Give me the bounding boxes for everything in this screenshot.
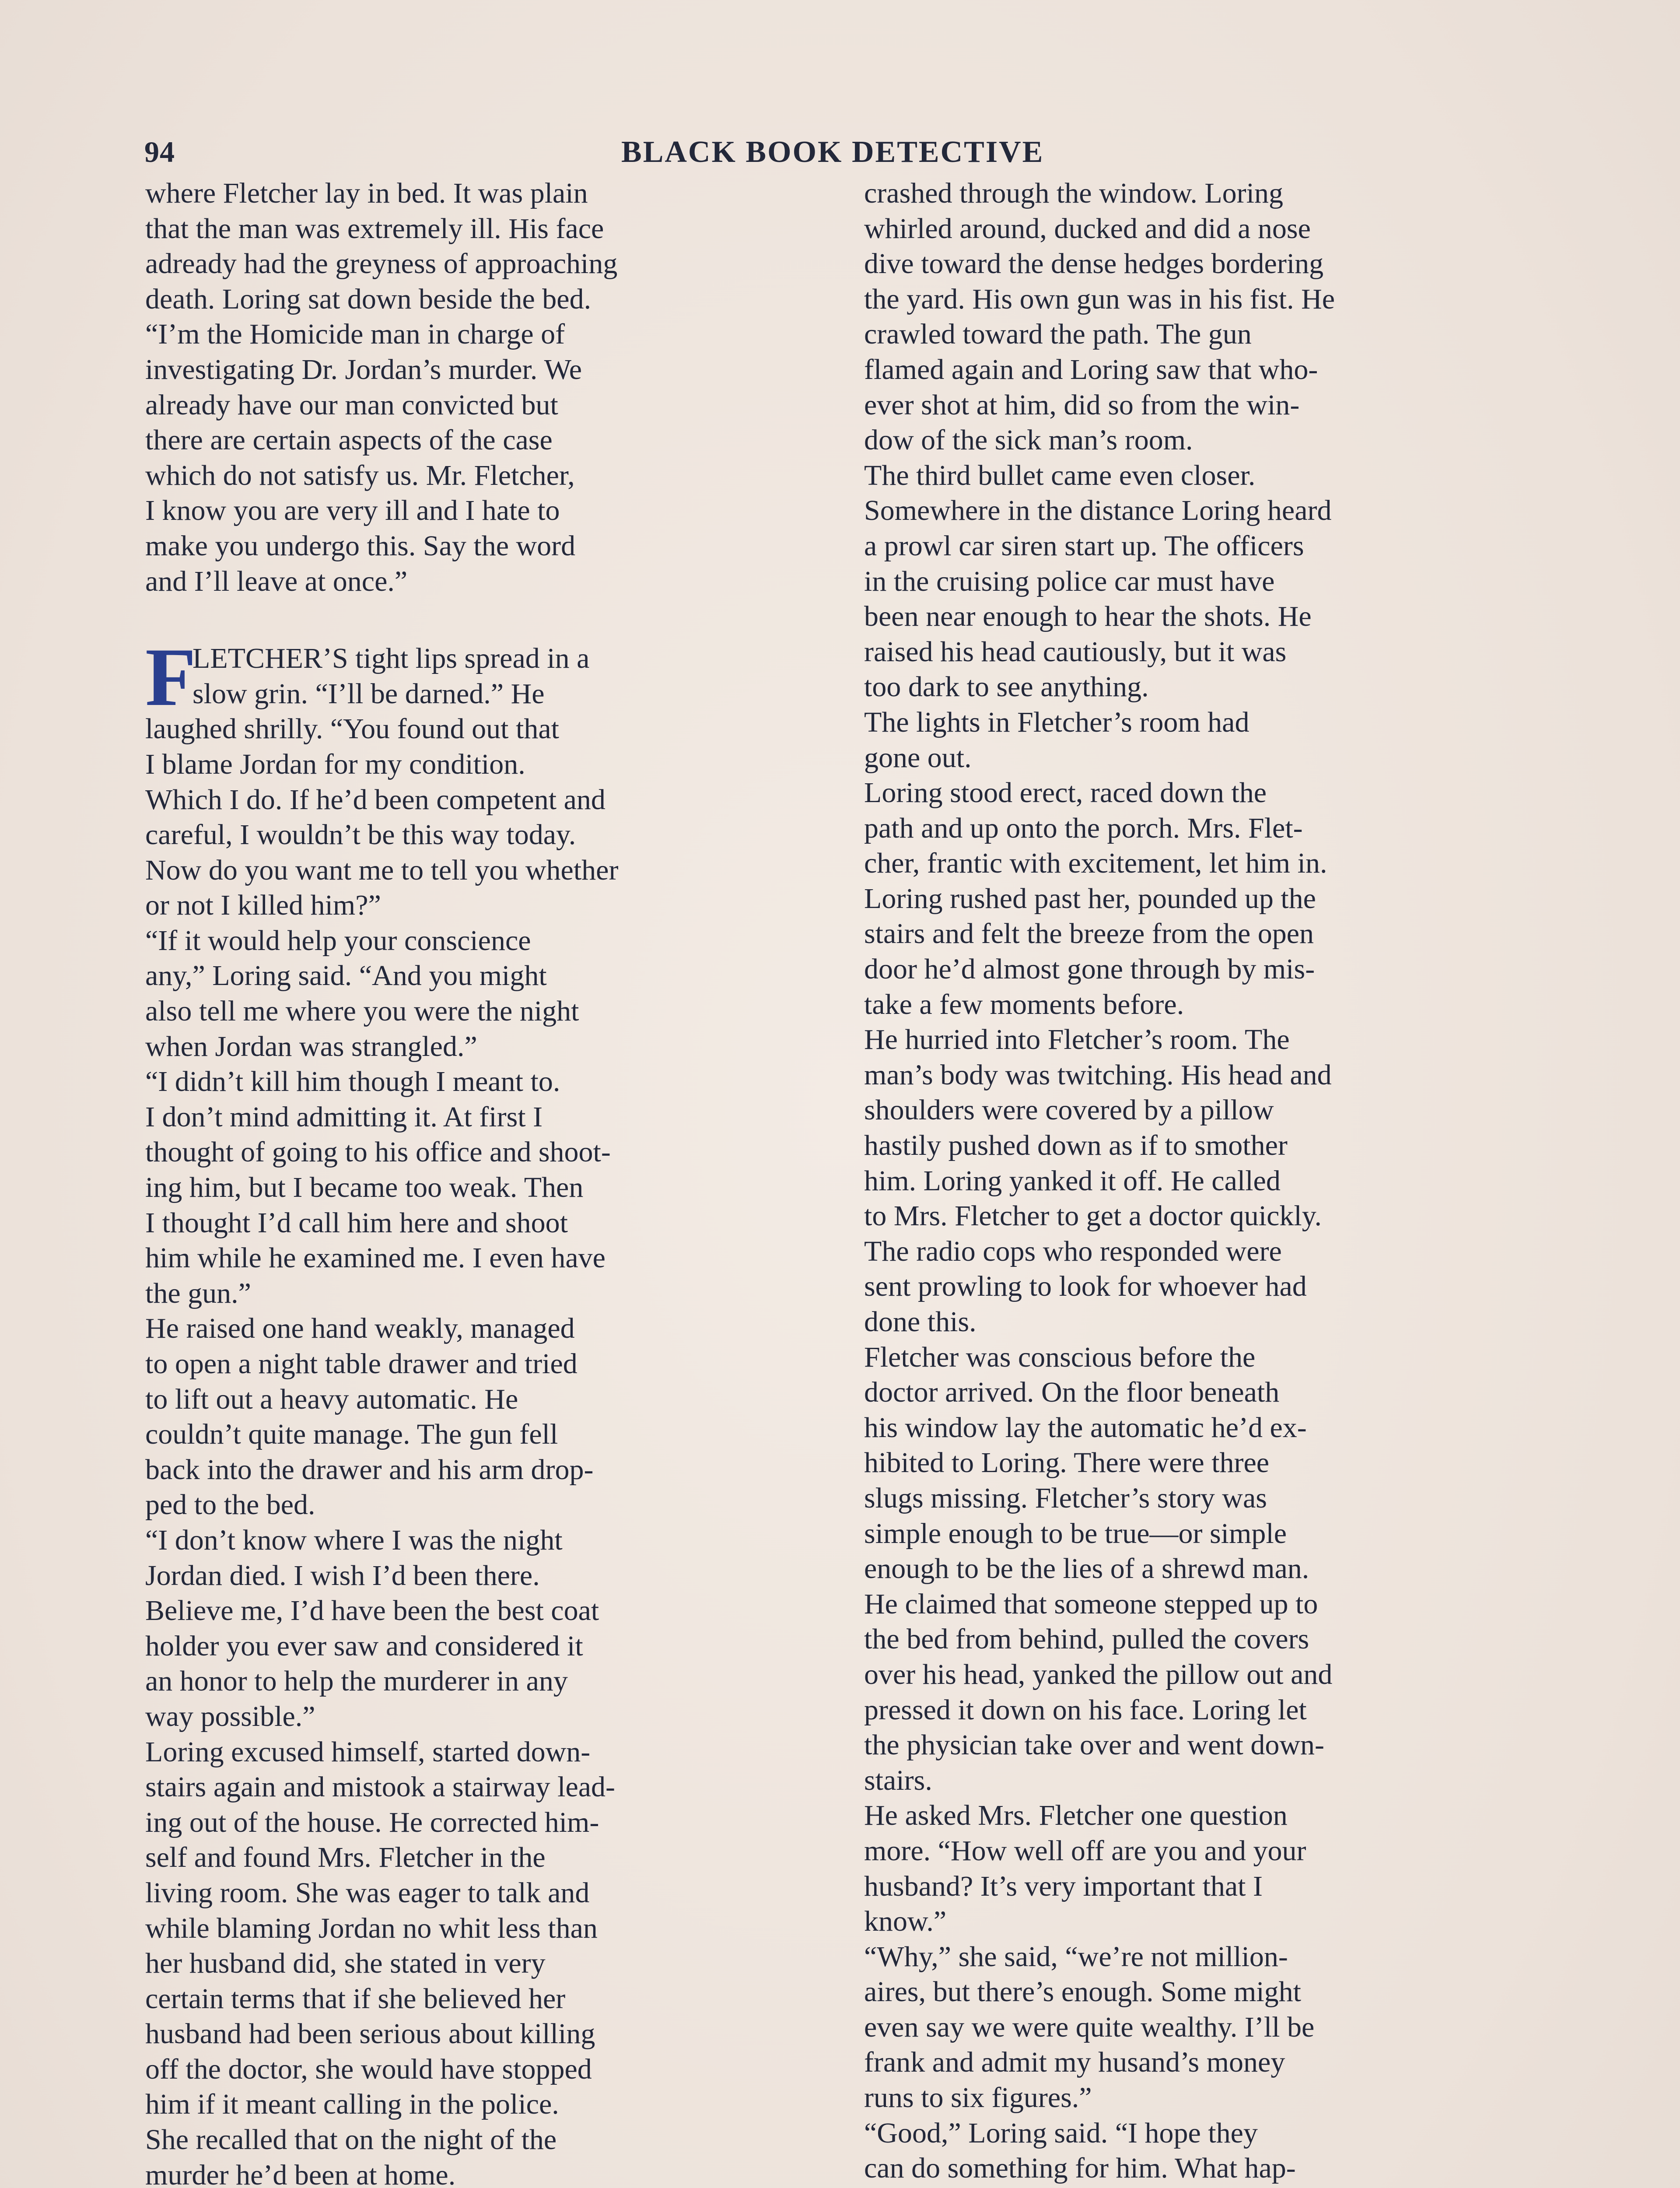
text-line: him while he examined me. I even have xyxy=(145,1242,606,1274)
text-line: can do something for him. What hap- xyxy=(864,2152,1296,2184)
text-line: adready had the greyness of approaching xyxy=(145,248,618,280)
text-line: Loring rushed past her, pounded up the xyxy=(864,882,1316,915)
text-line: stairs again and mistook a stairway lead- xyxy=(145,1771,616,1803)
text-line: cher, frantic with excitement, let him in. xyxy=(864,847,1327,880)
text-line: already have our man convicted but xyxy=(145,389,558,421)
text-line: ing him, but I became too weak. Then xyxy=(145,1171,584,1204)
left-column xyxy=(145,176,819,2188)
text-line: couldn’t quite manage. The gun fell xyxy=(145,1418,558,1451)
text-line: thought of going to his office and shoot- xyxy=(145,1136,611,1168)
text-line: He hurried into Fletcher’s room. The xyxy=(864,1024,1290,1056)
dropcap-paragraph xyxy=(145,631,819,724)
text-line: gone out. xyxy=(864,741,972,774)
text-line: murder he’d been at home. xyxy=(145,2159,456,2188)
text-line: shoulders were covered by a pillow xyxy=(864,1094,1274,1126)
text-line: over his head, yanked the pillow out and xyxy=(864,1658,1333,1690)
text-line: I don’t mind admitting it. At first I xyxy=(145,1101,543,1133)
running-head-title: BLACK BOOK DETECTIVE xyxy=(621,135,1044,169)
text-line: “Good,” Loring said. “I hope they xyxy=(864,2117,1258,2149)
text-line: whirled around, ducked and did a nose xyxy=(864,212,1311,245)
text-line: a prowl car siren start up. The officers xyxy=(864,529,1304,562)
text-line: too dark to see anything. xyxy=(864,671,1149,703)
text-line: Loring stood erect, raced down the xyxy=(864,777,1267,809)
text-line: him if it meant calling in the police. xyxy=(145,2088,559,2121)
text-line: self and found Mrs. Fletcher in the xyxy=(145,1841,546,1874)
text-line: that the man was extremely ill. His face xyxy=(145,212,604,245)
text-line: any,” Loring said. “And you might xyxy=(145,960,547,992)
text-line: ped to the bed. xyxy=(145,1489,315,1521)
text-line: He asked Mrs. Fletcher one question xyxy=(864,1799,1288,1832)
text-line: while blaming Jordan no whit less than xyxy=(145,1912,598,1944)
text-line: way possible.” xyxy=(145,1700,315,1732)
text-line: crawled toward the path. The gun xyxy=(864,318,1252,351)
text-line: which do not satisfy us. Mr. Fletcher, xyxy=(145,459,575,491)
text-line: where Fletcher lay in bed. It was plain xyxy=(145,177,588,209)
text-line: more. “How well off are you and your xyxy=(864,1834,1306,1867)
text-line: I know you are very ill and I hate to xyxy=(145,494,560,527)
text-line: and I’ll leave at once.” xyxy=(145,565,408,597)
text-line: stairs and felt the breeze from the open xyxy=(864,918,1314,950)
text-line: “I don’t know where I was the night xyxy=(145,1524,563,1556)
text-line: him. Loring yanked it off. He called xyxy=(864,1164,1281,1197)
text-line: even say we were quite wealthy. I’ll be xyxy=(864,2011,1315,2043)
text-line: man’s body was twitching. His head and xyxy=(864,1059,1332,1091)
text-line: “If it would help your conscience xyxy=(145,924,531,957)
text-line: “I’m the Homicide man in charge of xyxy=(145,318,565,351)
text-line: path and up onto the porch. Mrs. Flet- xyxy=(864,812,1303,844)
text-line: the bed from behind, pulled the covers xyxy=(864,1623,1309,1655)
text-line: flamed again and Loring saw that who- xyxy=(864,353,1318,386)
text-line: Believe me, I’d have been the best coat xyxy=(145,1595,599,1627)
page-number: 94 xyxy=(144,135,175,168)
text-line: aires, but there’s enough. Some might xyxy=(864,1976,1301,2008)
text-line: runs to six figures.” xyxy=(864,2082,1092,2114)
text-line: The lights in Fletcher’s room had xyxy=(864,706,1250,738)
dropcap-letter: F xyxy=(145,631,196,724)
text-line: crashed through the window. Loring xyxy=(864,177,1283,209)
text-line: there are certain aspects of the case xyxy=(145,424,553,456)
text-line: hibited to Loring. There were three xyxy=(864,1447,1270,1479)
text-line: He raised one hand weakly, managed xyxy=(145,1312,575,1345)
text-line: the yard. His own gun was in his fist. He xyxy=(864,283,1335,315)
text-line: stairs. xyxy=(864,1764,932,1796)
text-line: Fletcher was conscious before the xyxy=(864,1341,1256,1373)
text-line: ing out of the house. He corrected him- xyxy=(145,1806,599,1838)
text-line: raised his head cautiously, but it was xyxy=(864,635,1287,668)
text-line: careful, I wouldn’t be this way today. xyxy=(145,819,576,851)
text-line: certain terms that if she believed her xyxy=(145,1982,566,2015)
text-line: frank and admit my husand’s money xyxy=(864,2046,1285,2079)
text-line: enough to be the lies of a shrewd man. xyxy=(864,1553,1309,1585)
text-line: slugs missing. Fletcher’s story was xyxy=(864,1482,1267,1514)
text-line: door he’d almost gone through by mis- xyxy=(864,953,1315,985)
text-line: ever shot at him, did so from the win- xyxy=(864,389,1300,421)
text-line: sent prowling to look for whoever had xyxy=(864,1270,1307,1303)
text-line: I blame Jordan for my condition. xyxy=(145,748,525,780)
text-line: Jordan died. I wish I’d been there. xyxy=(145,1559,540,1592)
text-line: when Jordan was strangled.” xyxy=(145,1030,477,1062)
text-line: done this. xyxy=(864,1306,976,1338)
text-line: dive toward the dense hedges bordering xyxy=(864,248,1324,280)
text-line: investigating Dr. Jordan’s murder. We xyxy=(145,353,582,386)
text-line: or not I killed him?” xyxy=(145,889,381,922)
text-line: “I didn’t kill him though I meant to. xyxy=(145,1066,560,1098)
text-line: She recalled that on the night of the xyxy=(145,2124,557,2156)
text-line: simple enough to be true—or simple xyxy=(864,1517,1287,1550)
text-line: hastily pushed down as if to smother xyxy=(864,1129,1288,1162)
text-line: husband had been serious about killing xyxy=(145,2018,595,2050)
text-line: The radio cops who responded were xyxy=(864,1235,1282,1267)
text-line: her husband did, she stated in very xyxy=(145,1947,546,1980)
text-line: to Mrs. Fletcher to get a doctor quickly. xyxy=(864,1200,1322,1232)
text-line: take a few moments before. xyxy=(864,988,1184,1020)
text-line: in the cruising police car must have xyxy=(864,565,1275,597)
text-line: The third bullet came even closer. xyxy=(864,459,1256,491)
section-break xyxy=(145,599,819,641)
text-line: to open a night table drawer and tried xyxy=(145,1348,578,1380)
text-line: the gun.” xyxy=(145,1277,251,1309)
text-line: I thought I’d call him here and shoot xyxy=(145,1206,568,1239)
text-line: death. Loring sat down beside the bed. xyxy=(145,283,592,315)
text-line: also tell me where you were the night xyxy=(145,995,579,1027)
text-line: doctor arrived. On the floor beneath xyxy=(864,1376,1280,1409)
text-line: pressed it down on his face. Loring let xyxy=(864,1694,1307,1726)
text-line: Which I do. If he’d been competent and xyxy=(145,783,606,816)
text-line: Now do you want me to tell you whether xyxy=(145,854,619,886)
text-line: dow of the sick man’s room. xyxy=(864,424,1193,456)
text-line xyxy=(864,2186,1538,2188)
text-line: off the doctor, she would have stopped xyxy=(145,2053,592,2085)
text-line: “Why,” she said, “we’re not million- xyxy=(864,1940,1288,1973)
text-line: husband? It’s very important that I xyxy=(864,1870,1263,1902)
text-line: his window lay the automatic he’d ex- xyxy=(864,1411,1307,1444)
right-column xyxy=(864,176,1538,2188)
text-line: He claimed that someone stepped up to xyxy=(864,1588,1318,1620)
text-line: Somewhere in the distance Loring heard xyxy=(864,494,1332,527)
text-line: back into the drawer and his arm drop- xyxy=(145,1453,594,1486)
text-line: holder you ever saw and considered it xyxy=(145,1630,583,1662)
text-line: Loring excused himself, started down- xyxy=(145,1736,591,1768)
text-line: know.” xyxy=(864,1905,947,1938)
text-line: been near enough to hear the shots. He xyxy=(864,600,1312,633)
page-header xyxy=(144,135,1238,174)
text-line: living room. She was eager to talk and xyxy=(145,1876,590,1909)
text-line: make you undergo this. Say the word xyxy=(145,529,576,562)
text-line: the physician take over and went down- xyxy=(864,1729,1325,1761)
text-line: laughed shrilly. “You found out that xyxy=(145,713,559,745)
text-line: LETCHER’S tight lips spread in a xyxy=(192,642,590,675)
text-line: an honor to help the murderer in any xyxy=(145,1665,568,1697)
text-line: slow grin. “I’ll be darned.” He xyxy=(192,677,545,710)
text-line: to lift out a heavy automatic. He xyxy=(145,1383,518,1415)
